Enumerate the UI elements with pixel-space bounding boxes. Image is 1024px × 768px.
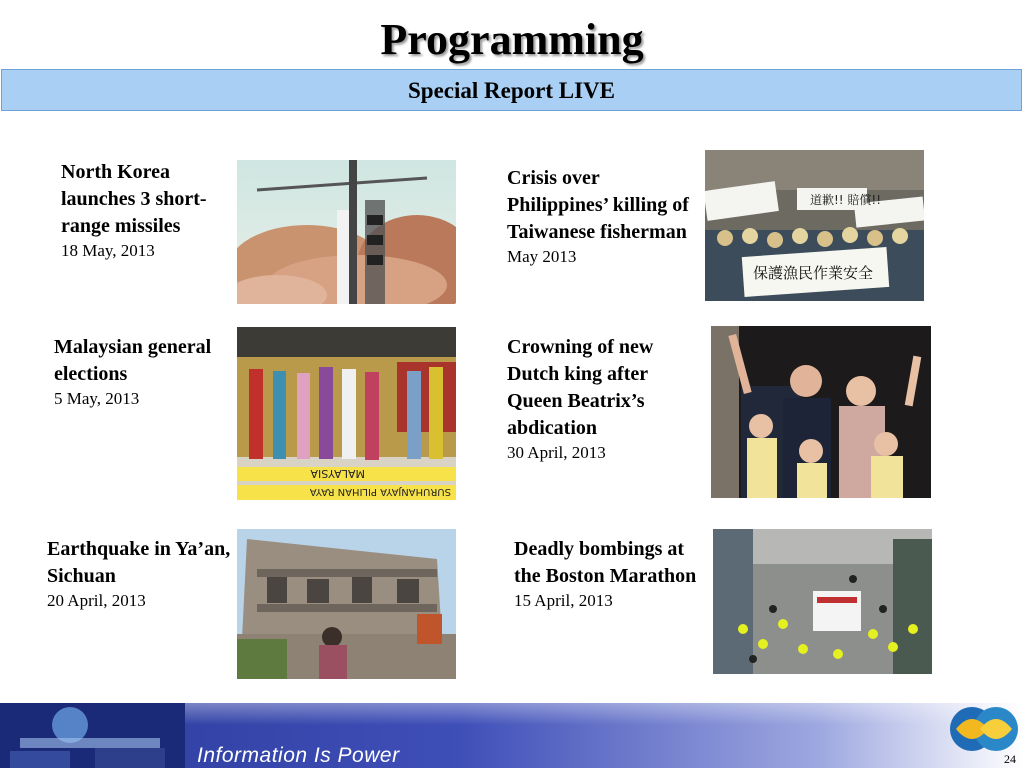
news-headline: Malaysian general elections	[54, 336, 212, 385]
news-date: 15 April, 2013	[514, 591, 613, 610]
news-date: May 2013	[507, 247, 577, 266]
photo-malaysia-voters	[237, 327, 456, 500]
photo-dutch-royals	[711, 326, 931, 498]
protest-sign-text: 保護漁民作業安全	[753, 264, 874, 282]
photo-boston-marathon	[713, 529, 932, 674]
news-item-malaysia-elections	[54, 334, 236, 410]
news-item-north-korea	[61, 159, 233, 262]
footer-band	[0, 703, 1024, 768]
tape-text: MALAYSIA	[310, 467, 365, 480]
news-item-dutch-king	[507, 334, 697, 464]
footer-slogan: Information Is Power	[197, 744, 400, 767]
news-date: 5 May, 2013	[54, 389, 140, 408]
news-date: 20 April, 2013	[47, 591, 146, 610]
page-number: 24	[1004, 752, 1016, 766]
news-headline: Deadly bombings at the Boston Marathon	[514, 538, 697, 587]
news-item-boston-marathon	[514, 536, 704, 612]
news-headline: North Korea launches 3 short-range missiles	[61, 161, 207, 237]
photo-earthquake-ruins	[237, 529, 456, 679]
photo-missile-launch	[237, 160, 456, 304]
news-item-sichuan-earthquake	[47, 536, 232, 612]
news-headline: Crisis over Philippines’ killing of Taiwanese fisherman	[507, 167, 689, 243]
news-item-taiwan-crisis	[507, 165, 697, 268]
photo-taiwan-protest	[705, 150, 924, 301]
news-headline: Earthquake in Ya’an, Sichuan	[47, 538, 231, 587]
tape-text-2: SURUHANJAYA PILIHAN RAYA	[309, 486, 451, 497]
protest-banner-text: 道歉!! 賠償!!	[810, 193, 882, 207]
news-date: 18 May, 2013	[61, 241, 155, 260]
news-date: 30 April, 2013	[507, 443, 606, 462]
news-headline: Crowning of new Dutch king after Queen Beatrix’s abdication	[507, 336, 654, 439]
page-title: Programming	[380, 15, 644, 64]
section-banner: Special Report LIVE	[1, 69, 1022, 111]
company-logo	[946, 703, 1022, 757]
